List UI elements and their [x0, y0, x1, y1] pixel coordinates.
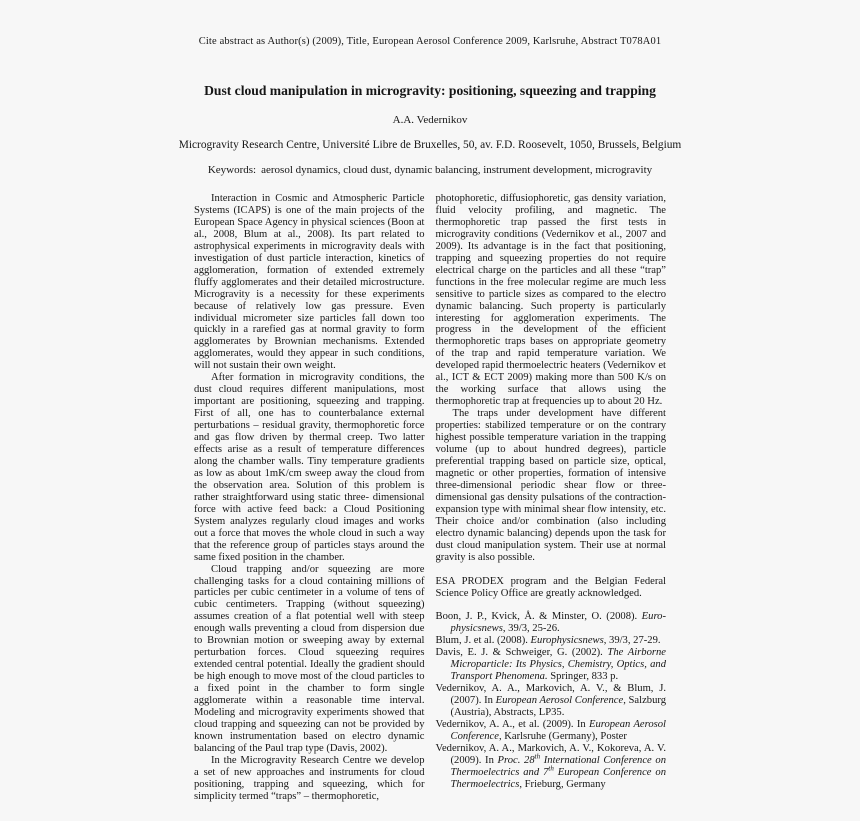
body-paragraph-approaches: In the Microgravity Research Centre we develop a set of new approaches and instruments for cloud positioning, trapping and squeezing, which for simplicity termed “traps” – thermophoretic, [194, 754, 425, 802]
acknowledgement: ESA PRODEX program and the Belgian Federal Science Policy Office are greatly acknowledged. [435, 575, 666, 599]
reference-entry-vedernikov-2007: Vedernikov, A. A., Markovich, A. V., & Blum, J. (2007). In European Aerosol Conference, Salzburg (Austria), Abstracts, LP35. [435, 683, 667, 719]
body-paragraph-traps-continued: photophoretic, diffusiophoretic, gas density variation, fluid velocity profiling, and magnetic. The thermophoretic trap passed the first tests in microgravity conditions (Vedernikov et al., 2007 and 2009). Its advantage is in the fact that positioning, trapping and squeezing properties do not require electrical charge on the particles and all these “trap” functions in the free molecular regime are much less sensitive to particle sizes as compared to the electro dynamic balancing. Such property is particularly interesting for agglomeration experiments. The progress in the development of the efficient thermophoretic traps bases on appropriate geometry of the trap and rapid temperature variation. We developed rapid thermoelectric heaters (Vedernikov et al., ICT & ECT 2009) making more than 500 K/s on the working surface that allows using the thermophoretic trap at frequencies up to about 20 Hz. [435, 193, 666, 408]
reference-entry-vedernikov-2009a: Vedernikov, A. A., et al. (2009). In European Aerosol Conference, Karlsruhe (Germany), Poster [435, 719, 667, 742]
body-paragraph-trapping: Cloud trapping and/or squeezing are more challenging tasks for a cloud containing millions of particles per cubic centimeter in a volume of tens of cubic centimeters. Trapping (without squeezing) assumes creation of a flat potential well with steep enough walls preventing a cloud from dispersion due to Brownian motion or sweeping away by external perturbation forces. Cloud squeezing requires extended central potential. Ideally the gradient should be high enough to move most of the cloud particles to a fixed point in the chamber to form single agglomerate within a reasonable time interval. Modeling and microgravity experiments showed that cloud trapping and squeezing can not be provided by known instrumentation based on electro dynamic balancing of the Paul trap type (Davis, 2002). [194, 563, 425, 754]
author-name: A.A. Vedernikov [392, 114, 468, 126]
reference-entry-blum: Blum, J. et al. (2008). Europhysicsnews, 39/3, 27-29. [435, 635, 661, 647]
reference-entry-boon: Boon, J. P., Kvick, Å. & Minster, O. (2008). Euro-physicsnews, 39/3, 25-26. [435, 611, 666, 635]
two-column-body [194, 193, 666, 803]
body-paragraph-intro: Interaction in Cosmic and Atmospheric Particle Systems (ICAPS) is one of the main projects of the European Space Agency in physical sciences (Boon at al., 2008, Blum at al., 2008). Its part related to astrophysical experiments in microgravity deals with investigation of dust particle interaction, kinetics of agglomeration, formation of extended extremely fluffy agglomerates and their detailed microstructure. Microgravity is a necessity for these experiments because of relatively low gas pressure. Even individual micrometer size particles fall down too quickly in a rarefied gas at normal gravity to form agglomerates by Brownian mechanisms. Extended agglomerates, would they appear in such conditions, will not sustain their own weight. [194, 193, 425, 372]
reference-entry-davis: Davis, E. J. & Schweiger, G. (2002). The Airborne Microparticle: Its Physics, Chemistry, Optics, and Transport Phenomena. Springer, 833 p. [435, 647, 666, 683]
citation-line: Cite abstract as Author(s) (2009), Title, European Aerosol Conference 2009, Karlsruhe, Abstract T078A01 [198, 36, 662, 47]
body-paragraph-manipulations: After formation in microgravity conditions, the dust cloud requires different manipulations, most important are positioning, squeezing and trapping. First of all, one has to counterbalance external perturbations – residual gravity, thermophoretic force and gas flow driven by thermal creep. Two latter effects arise as a result of temperature differences along the chamber walls. Tiny temperature gradients as low as about 1mK/cm sweep away the cloud from the observation area. Solution of this problem is rather straightforward using static three- dimensional force with active feed back: a Cloud Positioning System analyzes regularly cloud images and works out a force that moves the whole cloud in such a way that the reference group of particles stays around the same fixed position in the chamber. [194, 372, 425, 563]
keywords-label: Keywords: [207, 164, 257, 176]
reference-entry-vedernikov-2009b: Vedernikov, A. A., Markovich, A. V., Kokoreva, A. V. (2009). In Proc. 28th International Conference on Thermoelectrics and 7th European Conference on Thermoelectrics, Frieburg, Germany [435, 742, 667, 790]
paper-title: Dust cloud manipulation in microgravity: positioning, squeezing and trapping [204, 83, 656, 98]
right-column [436, 193, 667, 803]
body-paragraph-trap-properties: The traps under development have different properties: stabilized temperature or on the contrary highest possible temperature variation in the trapping volume (up to about hundred degrees), particle preferential trapping based on particle size, optical, magnetic or other properties, formation of intensive three-dimensional periodic shear flow or three-dimensional gas density pulsations of the contraction-expansion type with minimal shear flow intensity, etc. Their choice and/or combination (also including electro dynamic balancing) depends upon the task for dust cloud manipulation system. Their use at normal gravity is also possible. [435, 408, 666, 563]
affiliation-line: Microgravity Research Centre, Université Libre de Bruxelles, 50, av. F.D. Roosevelt, 1050, Brussels, Belgium [178, 139, 682, 151]
left-column [194, 193, 425, 803]
keywords-line [0, 164, 860, 176]
references-list [436, 611, 667, 790]
keywords-list: aerosol dynamics, cloud dust, dynamic balancing, instrument development, microgravity [261, 164, 653, 176]
